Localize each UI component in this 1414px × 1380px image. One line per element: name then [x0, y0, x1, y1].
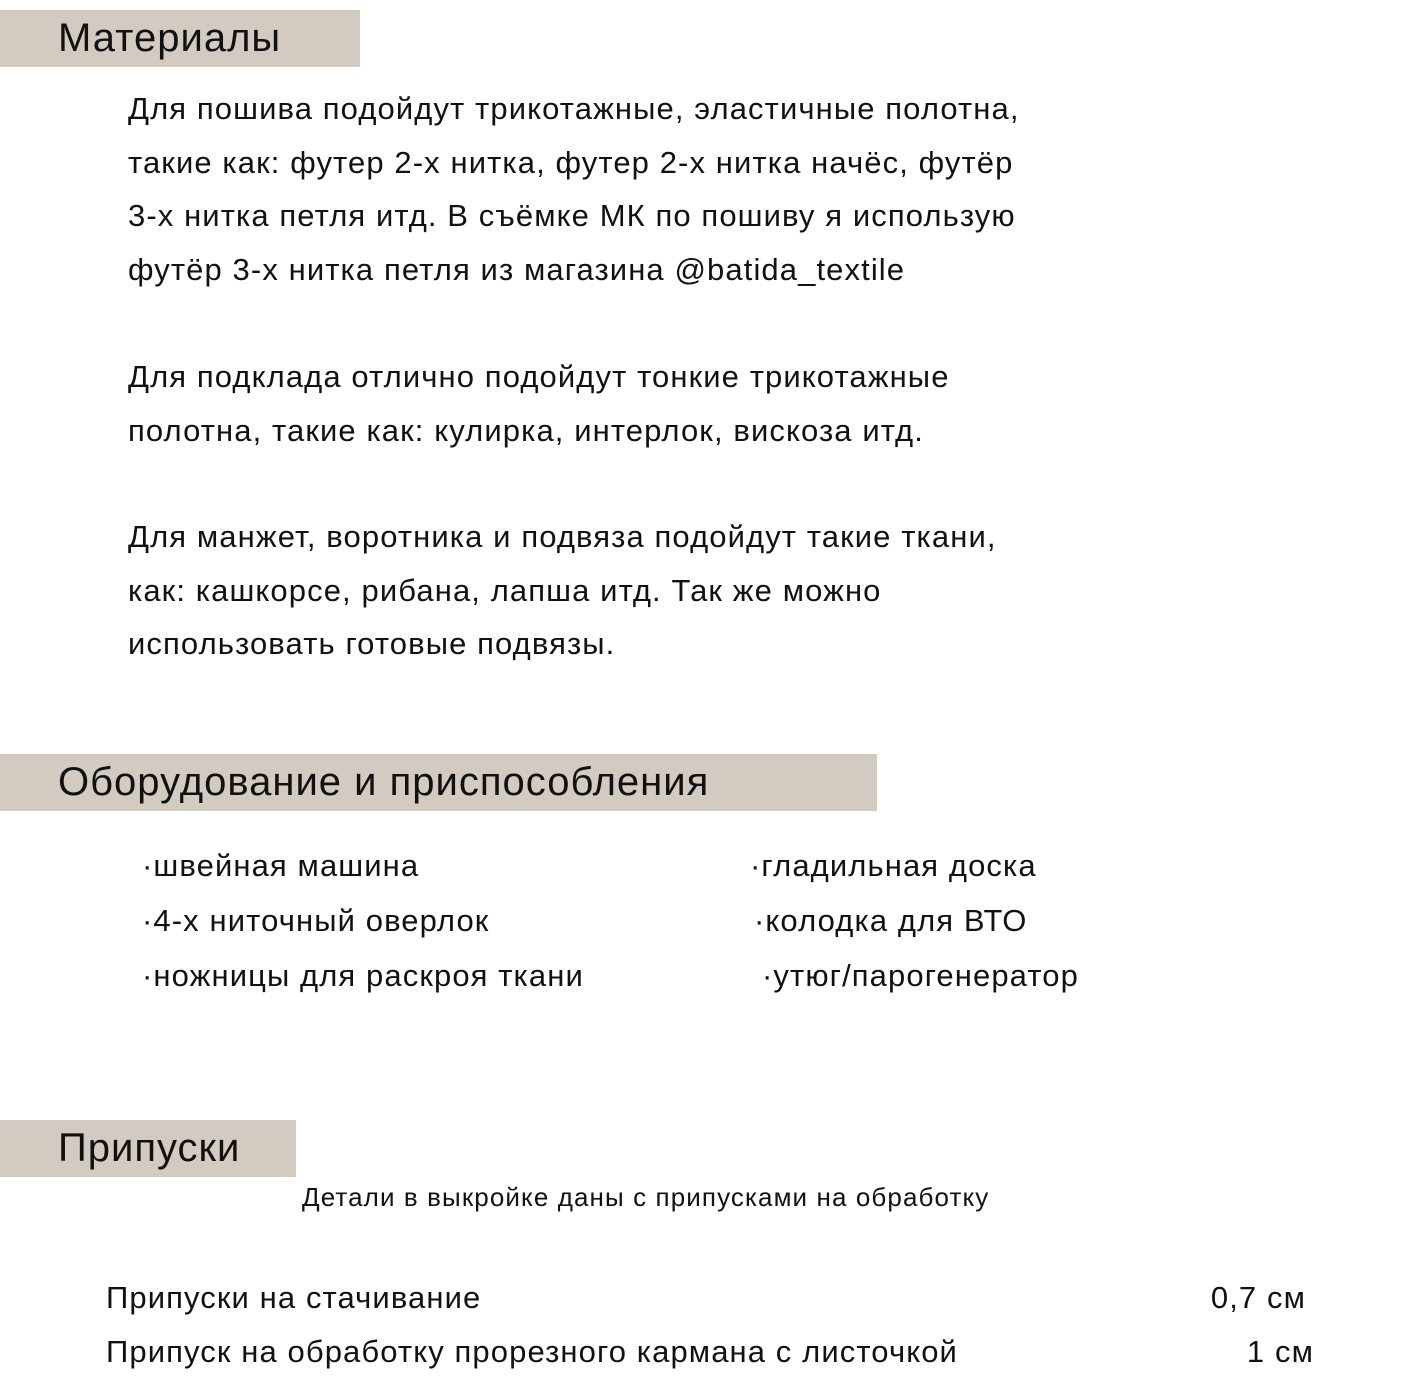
section-header-allowances: [0, 1120, 296, 1177]
list-item: ·ножницы для раскроя ткани: [142, 958, 584, 993]
list-item: ·4-х ниточный оверлок: [142, 903, 490, 938]
allowance-value: 0,7 см: [1210, 1280, 1306, 1315]
list-item: ·колодка для ВТО: [754, 903, 1028, 938]
allowance-value: 1 см: [1246, 1334, 1314, 1369]
allowance-row: [106, 1334, 1314, 1370]
equipment-list-right: [750, 838, 1079, 1003]
text-line: использовать готовые подвязы.: [128, 626, 616, 661]
text-line: футёр 3-х нитка петля из магазина @batida_textile: [128, 251, 906, 287]
text-line: полотна, такие как: кулирка, интерлок, вискоза итд.: [128, 412, 924, 448]
text-line: как: кашкорсе, рибана, лапша итд. Так же можно: [128, 572, 882, 608]
allowances-note: Детали в выкройке даны с припусками на обработку: [302, 1182, 990, 1212]
allowance-row: [106, 1280, 1306, 1316]
section-title: Материалы: [58, 16, 282, 60]
allowance-label: Припуски на стачивание: [106, 1280, 482, 1315]
materials-paragraph-lining: [128, 350, 1358, 457]
text-line: Для манжет, воротника и подвяза подойдут такие ткани,: [128, 519, 997, 554]
section-title: Оборудование и приспособления: [58, 760, 710, 804]
equipment-list-left: [142, 838, 584, 1003]
allowance-label: Припуск на обработку прорезного кармана с листочкой: [106, 1334, 958, 1369]
section-title: Припуски: [58, 1126, 241, 1170]
text-line: Для пошива подойдут трикотажные, эластичные полотна,: [128, 91, 1020, 126]
list-item: ·швейная машина: [142, 848, 420, 883]
materials-paragraph-main-fabric: [128, 82, 1358, 296]
text-line: Для подклада отлично подойдут тонкие трикотажные: [128, 359, 950, 394]
materials-paragraph-cuffs: [128, 510, 1358, 671]
text-line: 3-х нитка петля итд. В съёмке МК по пошиву я использую: [128, 198, 1016, 233]
list-item: ·гладильная доска: [750, 848, 1037, 883]
section-header-materials: [0, 10, 360, 67]
text-line: такие как: футер 2-х нитка, футер 2-х нитка начёс, футёр: [128, 144, 1014, 180]
section-header-equipment: [0, 754, 877, 811]
list-item: ·утюг/парогенератор: [762, 958, 1079, 993]
